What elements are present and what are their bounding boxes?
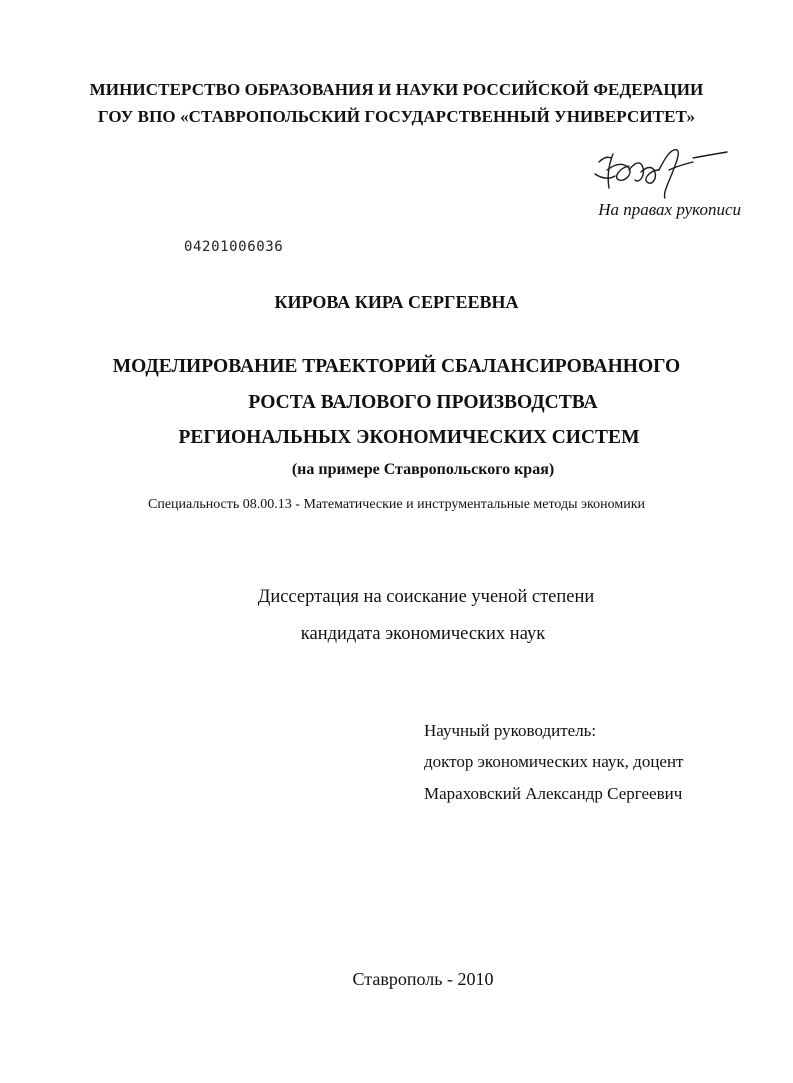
supervisor-name: Мараховский Александр Сергеевич (424, 784, 683, 803)
title-subtitle: (на примере Ставропольского края) (291, 461, 555, 478)
handwritten-signature-icon (585, 140, 735, 202)
degree-line-1: Диссертация на соискание ученой степени (257, 587, 595, 607)
specialty: Специальность 08.00.13 - Математические и инструментальные методы экономики (147, 497, 646, 512)
title-line-3: РЕГИОНАЛЬНЫХ ЭКОНОМИЧЕСКИХ СИСТЕМ (178, 427, 640, 448)
university-heading: ГОУ ВПО «СТАВРОПОЛЬСКИЙ ГОСУДАРСТВЕННЫЙ УНИВЕРСИТЕТ» (97, 107, 696, 126)
supervisor-label: Научный руководитель: (424, 721, 597, 740)
degree-line-2: кандидата экономических наук (300, 624, 546, 644)
ministry-heading: МИНИСТЕРСТВО ОБРАЗОВАНИЯ И НАУКИ РОССИЙСКОЙ ФЕДЕРАЦИИ (89, 80, 704, 99)
manuscript-note: На правах рукописи (598, 200, 741, 219)
title-line-1: МОДЕЛИРОВАНИЕ ТРАЕКТОРИЙ СБАЛАНСИРОВАННОГО (112, 356, 681, 377)
supervisor-credentials: доктор экономических наук, доцент (424, 752, 684, 771)
title-line-2: РОСТА ВАЛОВОГО ПРОИЗВОДСТВА (248, 392, 598, 413)
document-number: 04201006036 (184, 239, 284, 255)
author-name: КИРОВА КИРА СЕРГЕЕВНА (274, 292, 519, 312)
city-year: Ставрополь - 2010 (352, 969, 494, 989)
